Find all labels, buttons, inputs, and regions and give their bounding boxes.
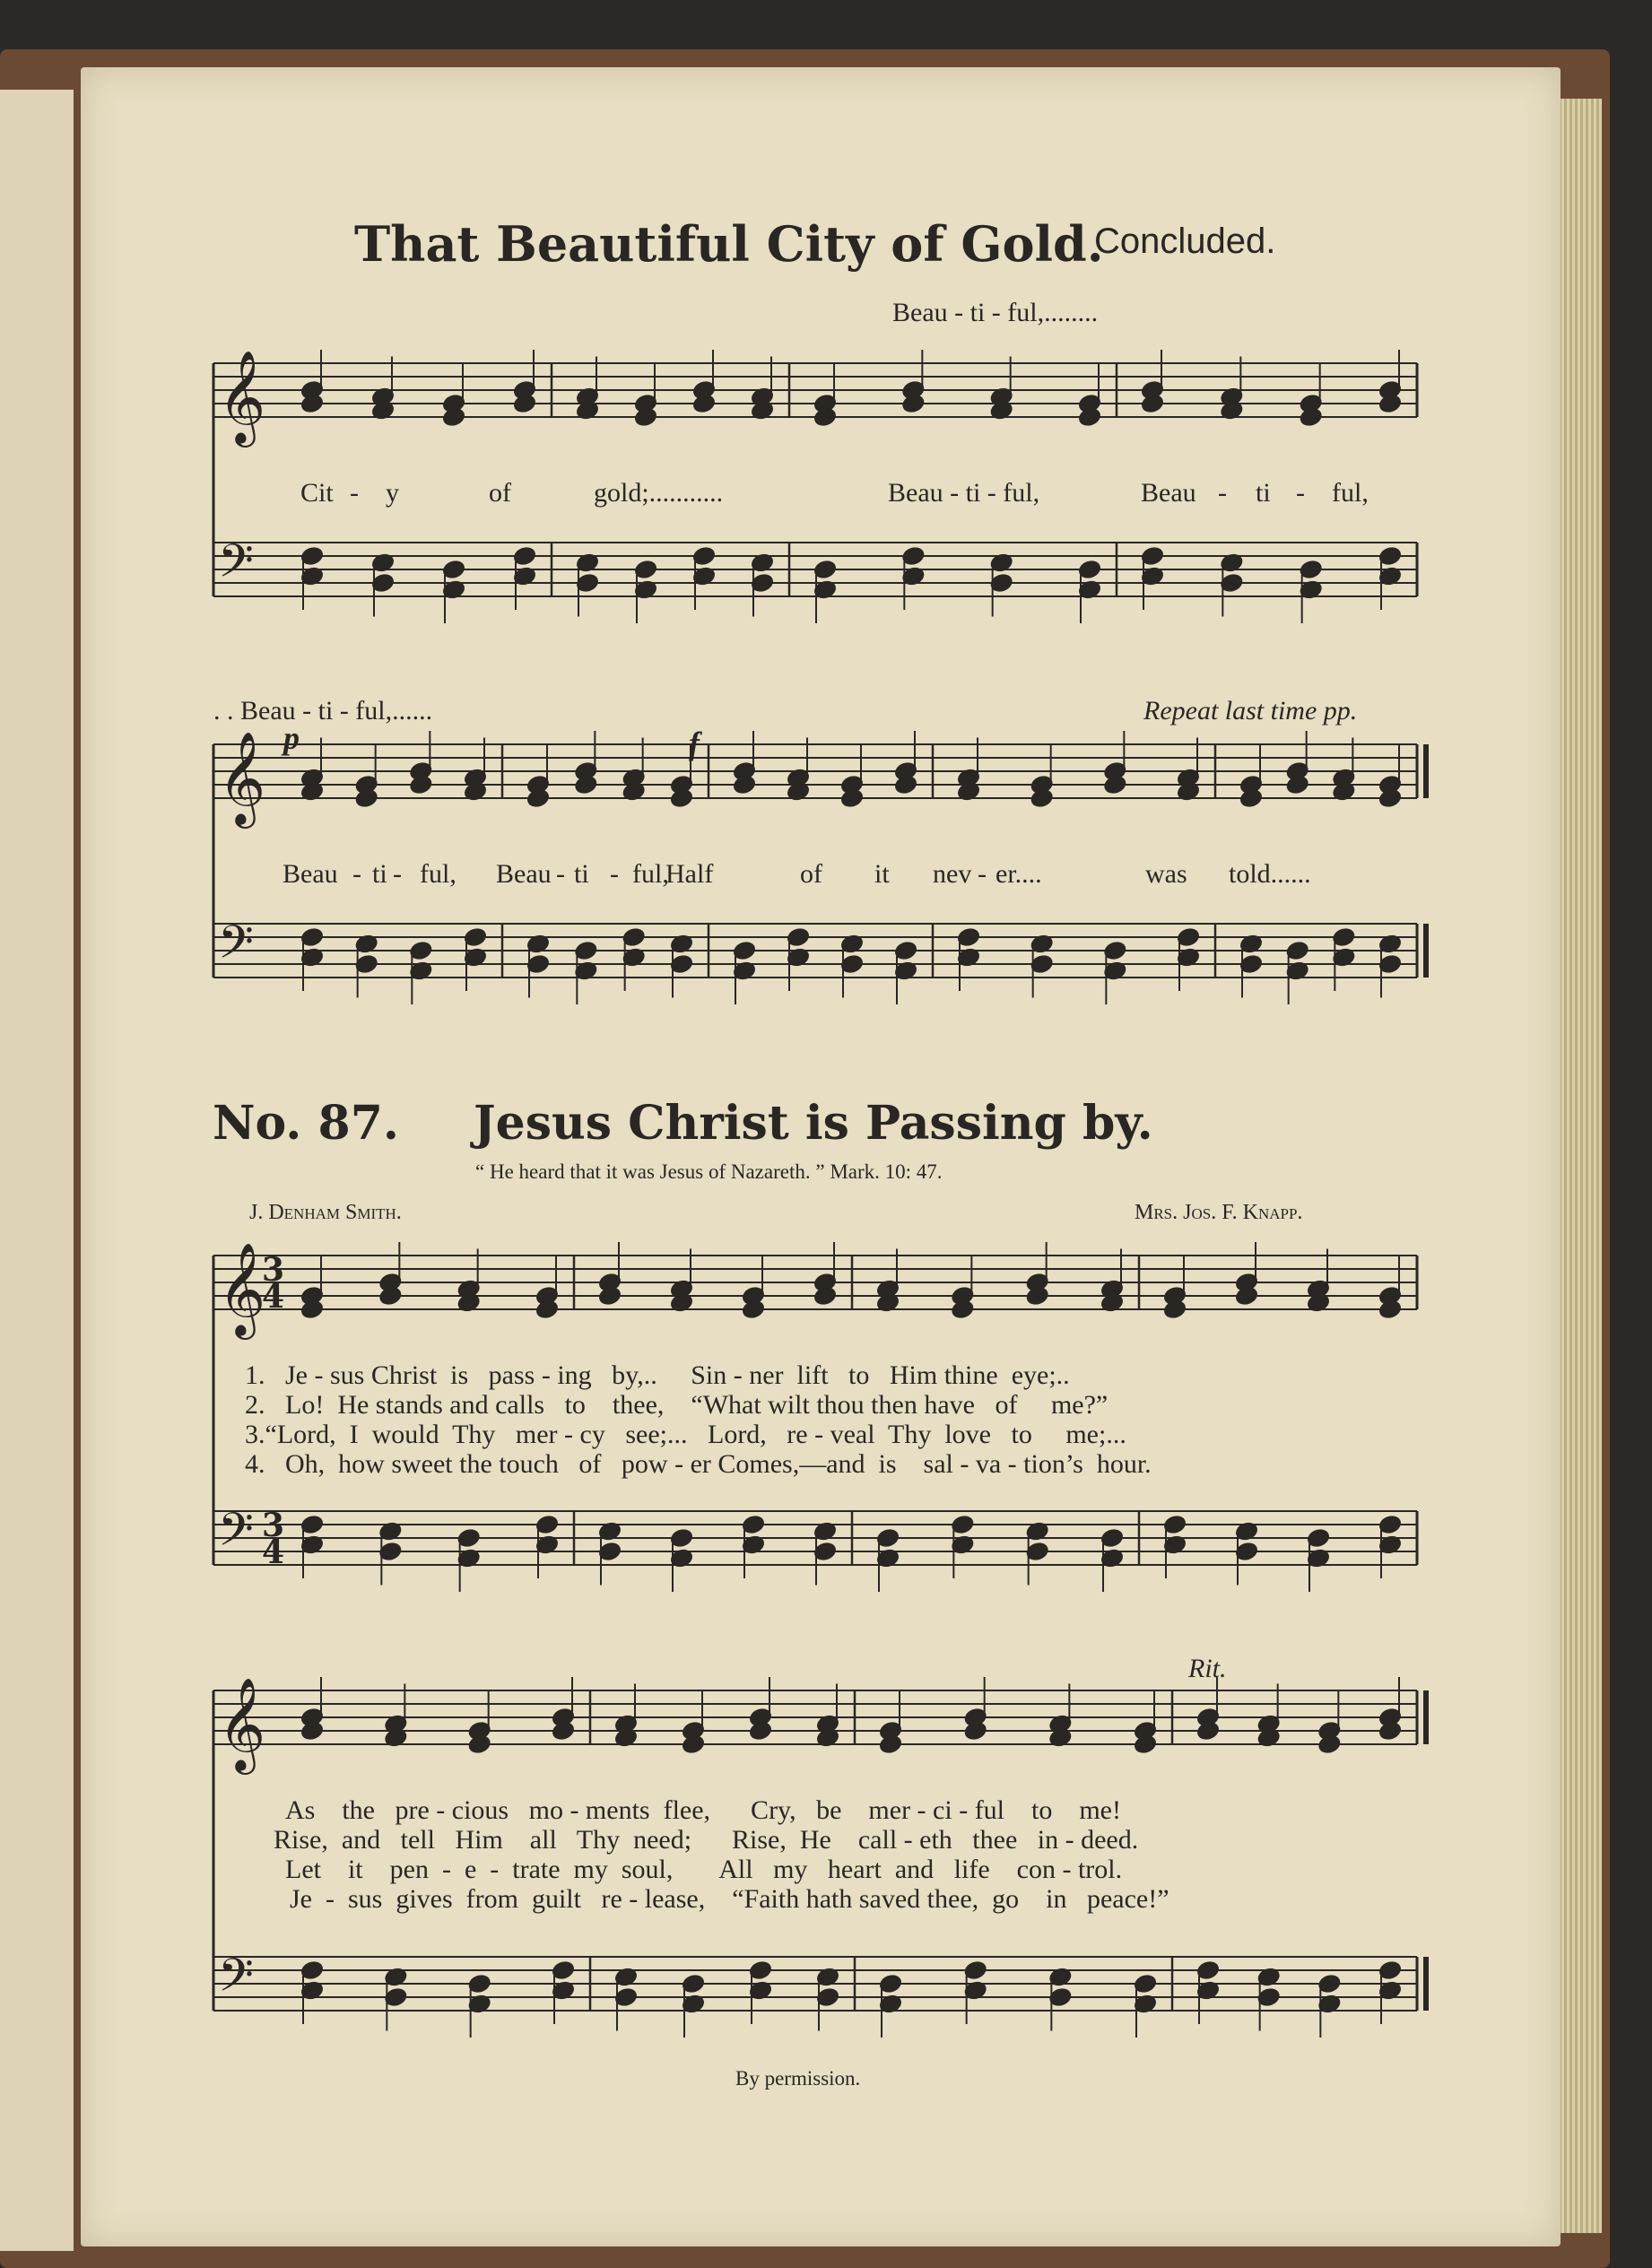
verse-2a: 2. Lo! He stands and calls to thee, “What wilt thou then have of me?” (245, 1390, 1109, 1420)
lyric-syllable: - (350, 478, 359, 508)
time-signature-top: 3 (262, 1507, 285, 1544)
repeat-direction: Repeat last time pp. (1143, 696, 1358, 726)
time-signature-bottom: 4 (262, 1278, 285, 1316)
lyric-syllable: - (978, 859, 987, 889)
lyric-syllable: - (610, 859, 619, 889)
epigraph: “ He heard that it was Jesus of Nazareth. ” Mark. 10: 47. (475, 1160, 943, 1183)
time-signature-top: 3 (262, 1251, 285, 1289)
lyric-syllable: of (800, 859, 822, 889)
song1-title: That Beautiful City of Gold. (354, 215, 1104, 273)
lyric-syllable: gold;........... (594, 478, 724, 508)
permission-note: By permission. (735, 2067, 861, 2090)
lyric-syllable: y (386, 478, 399, 508)
verse-4a: 4. Oh, how sweet the touch of pow - er Comes,—and is sal - va - tion’s hour. (245, 1449, 1152, 1479)
author: J. Denham Smith. (249, 1201, 402, 1224)
lyric-syllable: Cit (300, 478, 334, 508)
dynamic-piano: p (283, 720, 300, 756)
treble-clef-icon: 𝄞 (218, 350, 266, 444)
song2-title: Jesus Christ is Passing by. (474, 1096, 1153, 1151)
lyric-syllable: - (393, 859, 402, 889)
dynamic-forte: f (689, 726, 700, 761)
lyric-syllable: Beau (496, 859, 552, 889)
time-signature-bottom: 4 (262, 1534, 285, 1571)
bass-clef-icon: 𝄢 (218, 1948, 254, 2013)
lyric-syllable: ti (372, 859, 387, 889)
lyric-syllable: - (352, 859, 361, 889)
song1-subtitle: Concluded. (1094, 222, 1276, 261)
lyric-syllable: ful, (632, 859, 669, 889)
system2-upper-lyric: . . Beau - ti - ful,...... (213, 696, 433, 726)
lyric-syllable: ful, (420, 859, 456, 889)
treble-clef-icon: 𝄞 (218, 1677, 266, 1771)
bass-clef-icon: 𝄢 (218, 915, 254, 980)
lyric-syllable: was (1145, 859, 1187, 889)
treble-clef-icon: 𝄞 (218, 1242, 266, 1336)
lyric-syllable: ful, (1332, 478, 1369, 508)
system1-upper-lyric: Beau - ti - ful,........ (892, 298, 1099, 327)
lyric-syllable: er.... (996, 859, 1042, 889)
lyric-syllable: Beau - ti - ful, (888, 478, 1040, 508)
bass-clef-icon: 𝄢 (218, 1502, 254, 1568)
composer: Mrs. Jos. F. Knapp. (1135, 1201, 1303, 1224)
lyric-syllable: - (556, 859, 565, 889)
verse-3b: Let it pen - e - trate my soul, All my heart and life con - trol. (285, 1855, 1123, 1884)
bass-clef-icon: 𝄢 (218, 534, 254, 599)
lyric-syllable: it (874, 859, 890, 889)
ritardando: Rit. (1188, 1654, 1227, 1683)
verse-1a: 1. Je - sus Christ is pass - ing by,.. Sin - ner lift to Him thine eye;.. (245, 1360, 1070, 1390)
lyric-syllable: of (489, 478, 511, 508)
lyric-syllable: ti (574, 859, 589, 889)
treble-clef-icon: 𝄞 (218, 731, 266, 825)
verse-1b: As the pre - cious mo - ments flee, Cry, be mer - ci - ful to me! (285, 1795, 1121, 1825)
lyric-syllable: Half (665, 859, 714, 889)
hymn-number: No. 87. (213, 1096, 399, 1151)
lyric-syllable: - (1296, 478, 1305, 508)
lyric-syllable: Beau (283, 859, 338, 889)
lyric-syllable: - (1218, 478, 1227, 508)
verse-3a: 3.“Lord, I would Thy mer - cy see;... Lord, re - veal Thy love to me;... (245, 1420, 1126, 1449)
lyric-syllable: Beau (1141, 478, 1196, 508)
verse-4b: Je - sus gives from guilt re - lease, “Faith hath saved thee, go in peace!” (290, 1884, 1169, 1914)
lyric-syllable: told...... (1229, 859, 1311, 889)
verse-2b: Rise, and tell Him all Thy need; Rise, He call - eth thee in - deed. (274, 1825, 1139, 1855)
lyric-syllable: ti (1256, 478, 1271, 508)
lyric-syllable: nev (933, 859, 972, 889)
